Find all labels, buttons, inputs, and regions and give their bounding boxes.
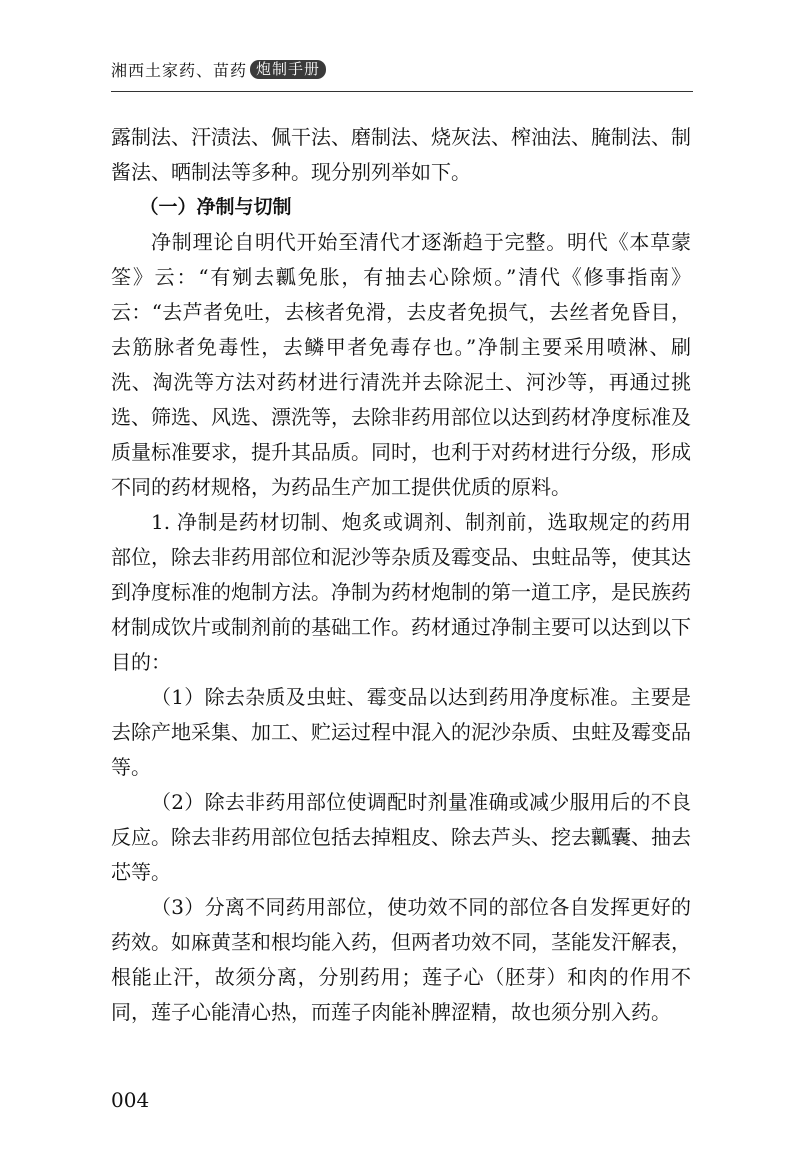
- page-number: 004: [111, 1088, 150, 1112]
- book-subtitle-badge: 炮制手册: [250, 60, 326, 79]
- paragraph-continuation: 露制法、汗渍法、佩干法、磨制法、烧灰法、榨油法、腌制法、制酱法、晒制法等多种。现分别列举如下。: [111, 125, 691, 184]
- header-divider: [111, 91, 693, 92]
- running-header: [111, 58, 326, 81]
- paragraph-item-3: （3）分离不同药用部位，使功效不同的部位各自发挥更好的药效。如麻黄茎和根均能入药，但两者功效不同，茎能发汗解表，根能止汗，故须分离，分别药用；莲子心（胚芽）和肉的作用不同，莲子心能清心热，而莲子肉能补脾涩精，故也须分别入药。: [111, 895, 691, 1024]
- section-heading: （一）净制与切制: [139, 196, 292, 218]
- book-title: 湘西土家药、苗药: [111, 61, 248, 80]
- page-body: [111, 120, 691, 1030]
- paragraph-item-2: （2）除去非药用部位使调配时剂量准确或减少服用后的不良反应。除去非药用部位包括去掉粗皮、除去芦头、挖去瓤囊、抽去芯等。: [111, 790, 691, 884]
- paragraph-definition: 1. 净制是药材切制、炮炙或调剂、制剂前，选取规定的药用部位，除去非药用部位和泥沙等杂质及霉变品、虫蛀品等，使其达到净度标准的炮制方法。净制为药材炮制的第一道工序，是民族药材制成饮片或制剂前的基础工作。药材通过净制主要可以达到以下目的：: [111, 510, 691, 674]
- paragraph-item-1: （1）除去杂质及虫蛀、霉变品以达到药用净度标准。主要是去除产地采集、加工、贮运过程中混入的泥沙杂质、虫蛀及霉变品等。: [111, 685, 691, 779]
- paragraph-theory: 净制理论自明代开始至清代才逐渐趋于完整。明代《本草蒙筌》云：“有剜去瓤免胀，有抽去心除烦。”清代《修事指南》云：“去芦者免吐，去核者免滑，去皮者免损气，去丝者免昏目，去筋脉者免毒性，去鳞甲者免毒存也。”净制主要采用喷淋、刷洗、淘洗等方法对药材进行清洗并去除泥土、河沙等，再通过挑选、筛选、风选、漂洗等，去除非药用部位以达到药材净度标准及质量标准要求，提升其品质。同时，也利于对药材进行分级，形成不同的药材规格，为药品生产加工提供优质的原料。: [111, 230, 691, 499]
